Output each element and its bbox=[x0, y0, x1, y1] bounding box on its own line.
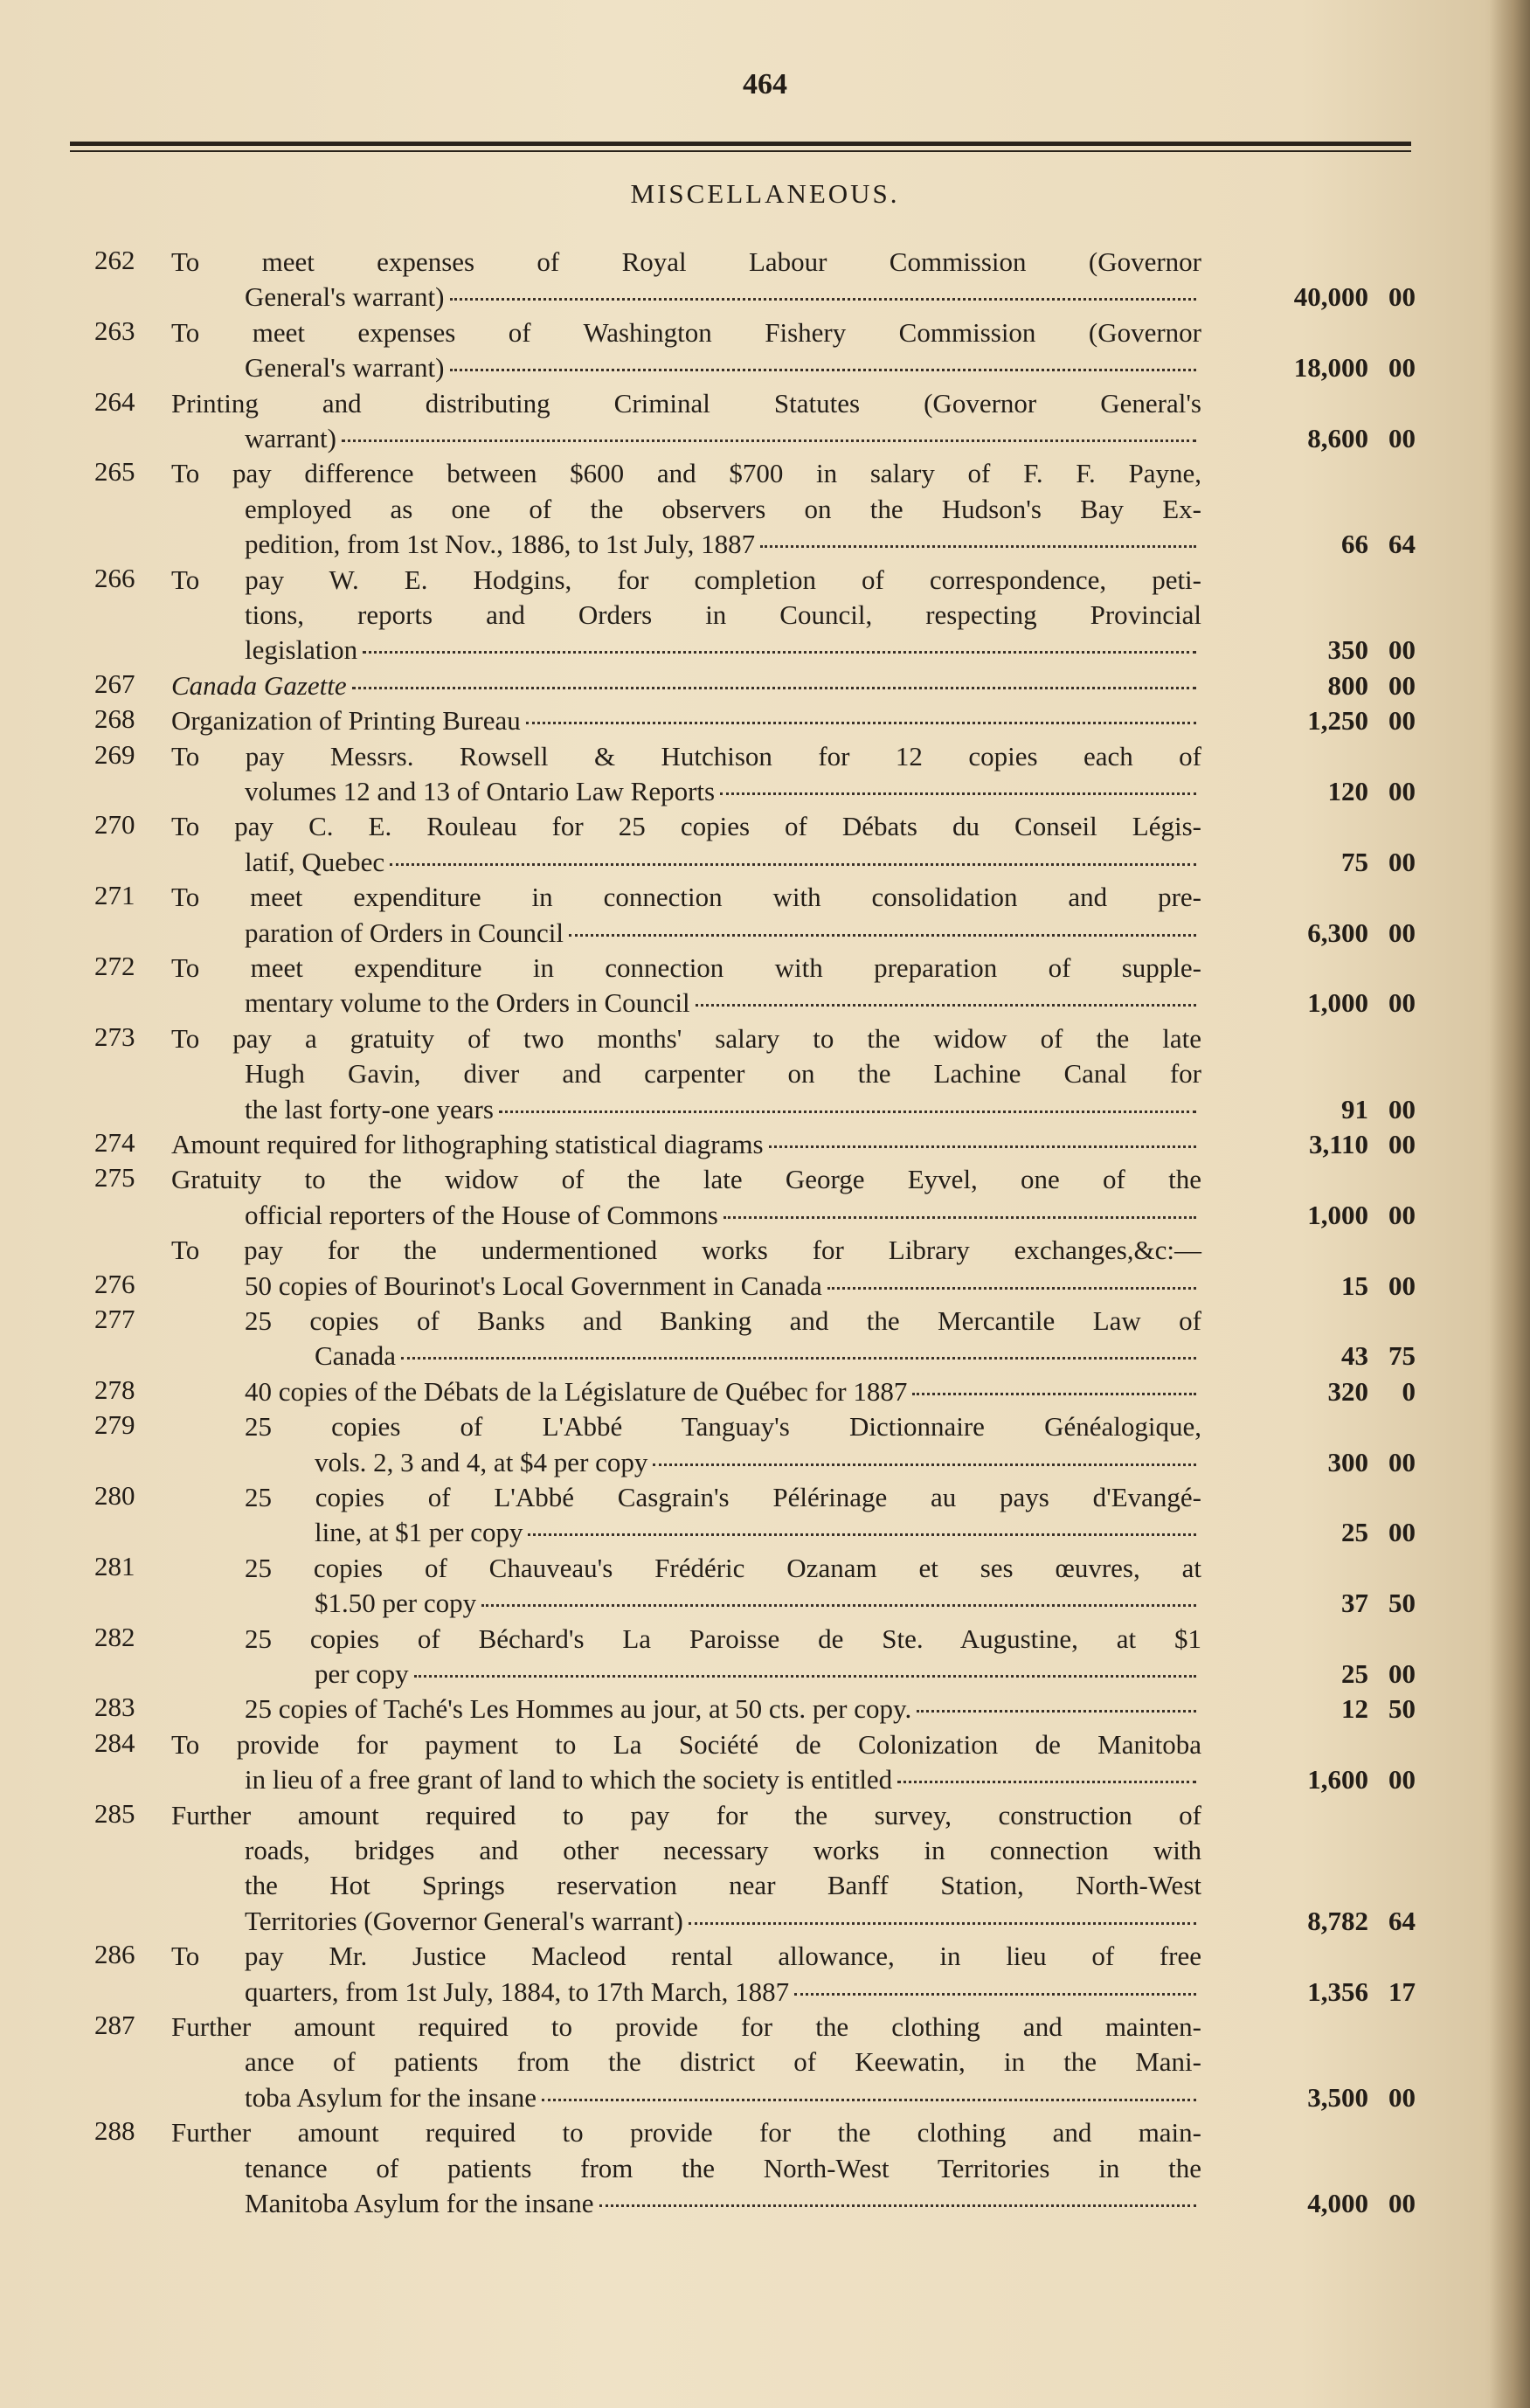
amount-cents: 00 bbox=[1388, 634, 1416, 666]
section-title: MISCELLANEOUS. bbox=[630, 178, 900, 209]
page-edge-shadow bbox=[1490, 0, 1530, 2408]
entry-number: 285 bbox=[94, 1797, 135, 1829]
entry-line bbox=[171, 245, 1201, 280]
entry-line bbox=[171, 1233, 1201, 1268]
entry-amount bbox=[1241, 1127, 1416, 1162]
entry-amount bbox=[1241, 1445, 1416, 1480]
entry-text: To meet expenses of Royal Labour Commission (Governor bbox=[171, 246, 1201, 277]
entry-line bbox=[171, 1127, 1201, 1162]
entry-number: 265 bbox=[94, 456, 135, 488]
entry-amount bbox=[1241, 774, 1416, 809]
entry-number: 281 bbox=[94, 1550, 135, 1581]
entry-line bbox=[315, 1445, 1201, 1480]
entry-text: in lieu of a free grant of land to which the society is entitled bbox=[245, 1764, 893, 1796]
entry-text: Hugh Gavin, diver and carpenter on the Lachine Canal for bbox=[245, 1058, 1201, 1090]
dot-leader bbox=[528, 1533, 1196, 1536]
entry-line bbox=[245, 1198, 1201, 1233]
amount-dollars: 1,250 bbox=[1307, 705, 1368, 737]
amount-dollars: 8,782 bbox=[1307, 1905, 1368, 1936]
entry-text: To meet expenditure in connection with preparation of supple- bbox=[171, 952, 1201, 983]
dot-leader bbox=[450, 298, 1197, 301]
entry-line bbox=[245, 1975, 1201, 2010]
entry-line bbox=[245, 1480, 1201, 1515]
entry-line bbox=[171, 386, 1201, 421]
entry-line bbox=[245, 1374, 1201, 1409]
amount-cents: 00 bbox=[1388, 1658, 1416, 1689]
entry-text: To meet expenditure in connection with consolidation and pre- bbox=[171, 882, 1201, 913]
amount-cents: 00 bbox=[1388, 1129, 1416, 1159]
entry-number: 278 bbox=[94, 1374, 135, 1405]
amount-cents: 00 bbox=[1388, 917, 1416, 948]
entry-text: To provide for payment to La Société de Colonization de Manitoba bbox=[171, 1728, 1201, 1760]
entry-line bbox=[171, 1939, 1201, 1974]
page-number: 464 bbox=[743, 68, 787, 100]
amount-cents: 00 bbox=[1388, 2188, 1416, 2218]
dot-leader bbox=[897, 1781, 1196, 1783]
entry-text: latif, Quebec bbox=[245, 846, 385, 877]
amount-cents: 00 bbox=[1388, 352, 1416, 384]
entry-amount bbox=[1241, 1198, 1416, 1233]
entry-amount bbox=[1241, 1975, 1416, 2010]
entry-number: 288 bbox=[94, 2115, 135, 2147]
entry-text: tenance of patients from the North-West Territories in the bbox=[245, 2152, 1201, 2183]
entry-line bbox=[245, 1409, 1201, 1444]
entry-number: 267 bbox=[94, 668, 135, 699]
dot-leader bbox=[526, 722, 1196, 724]
entry-line bbox=[245, 527, 1201, 562]
entry-number: 263 bbox=[94, 315, 135, 346]
entry-text: Printing and distributing Criminal Statutes (Governor General's bbox=[171, 387, 1201, 419]
entry-text: Territories (Governor General's warrant) bbox=[245, 1905, 683, 1936]
entry-number: 277 bbox=[94, 1304, 135, 1334]
entry-number: 286 bbox=[94, 1939, 135, 1970]
entry-number: 279 bbox=[94, 1409, 135, 1441]
entry-line bbox=[171, 951, 1201, 986]
entry-text: 25 copies of L'Abbé Casgrain's Pélérinage au pays d'Evangé- bbox=[245, 1482, 1201, 1512]
entry-number: 283 bbox=[94, 1692, 135, 1723]
entry-amount bbox=[1241, 1339, 1416, 1374]
entry-number: 282 bbox=[94, 1621, 135, 1652]
entry-text: line, at $1 per copy bbox=[315, 1517, 523, 1548]
entry-amount bbox=[1241, 527, 1416, 562]
entry-text: 25 copies of Banks and Banking and the Mercantile Law of bbox=[245, 1305, 1201, 1336]
entry-line bbox=[171, 809, 1201, 844]
entry-number: 280 bbox=[94, 1480, 135, 1511]
entry-line bbox=[315, 1657, 1201, 1692]
entry-text: the last forty-one years bbox=[245, 1093, 494, 1124]
entry-number: 272 bbox=[94, 951, 135, 981]
entry-amount bbox=[1241, 1692, 1416, 1726]
entry-text: volumes 12 and 13 of Ontario Law Reports bbox=[245, 776, 716, 806]
entry-text: ance of patients from the district of Keewatin, in the Mani- bbox=[245, 2046, 1201, 2078]
entry-text: quarters, from 1st July, 1884, to 17th March, 1887 bbox=[245, 1976, 790, 2007]
amount-cents: 00 bbox=[1388, 776, 1416, 806]
entry-text: To pay Mr. Justice Macleod rental allowance, in lieu of free bbox=[171, 1941, 1201, 1972]
amount-cents: 00 bbox=[1388, 1517, 1416, 1548]
entry-line bbox=[245, 1692, 1201, 1726]
entry-number: 284 bbox=[94, 1726, 135, 1758]
dot-leader bbox=[912, 1393, 1196, 1395]
entry-text: To pay for the undermentioned works for Library exchanges,&c:— bbox=[171, 1235, 1201, 1266]
entry-text: 25 copies of L'Abbé Tanguay's Dictionnaire Généalogique, bbox=[245, 1411, 1201, 1443]
entry-line bbox=[245, 986, 1201, 1021]
entry-amount bbox=[1241, 1657, 1416, 1692]
entry-text: vols. 2, 3 and 4, at $4 per copy bbox=[315, 1446, 648, 1477]
dot-leader bbox=[401, 1357, 1196, 1360]
entry-line bbox=[171, 880, 1201, 915]
entry-number: 269 bbox=[94, 738, 135, 770]
amount-dollars: 300 bbox=[1327, 1446, 1368, 1477]
entry-line bbox=[245, 421, 1201, 456]
entry-line bbox=[245, 1904, 1201, 1939]
amount-dollars: 6,300 bbox=[1307, 917, 1368, 948]
entry-amount bbox=[1241, 1092, 1416, 1127]
amount-cents: 00 bbox=[1388, 1270, 1416, 1301]
entry-amount bbox=[1241, 703, 1416, 738]
entry-number: 275 bbox=[94, 1162, 135, 1194]
entry-line bbox=[245, 492, 1201, 527]
entry-number: 262 bbox=[94, 245, 135, 275]
entry-line bbox=[245, 916, 1201, 951]
entry-text: official reporters of the House of Commons bbox=[245, 1199, 718, 1230]
entry-line bbox=[245, 1833, 1201, 1868]
entry-text: Canada Gazette bbox=[171, 669, 347, 701]
entry-text: Further amount required to pay for the survey, construction of bbox=[171, 1799, 1201, 1830]
amount-cents: 00 bbox=[1388, 669, 1416, 701]
entry-number: 264 bbox=[94, 385, 135, 417]
dot-leader bbox=[352, 687, 1196, 689]
amount-dollars: 12 bbox=[1341, 1693, 1368, 1725]
amount-dollars: 350 bbox=[1327, 634, 1368, 666]
entry-text: employed as one of the observers on the Hudson's Bay Ex- bbox=[245, 493, 1201, 524]
amount-dollars: 800 bbox=[1327, 669, 1368, 701]
dot-leader bbox=[689, 1922, 1196, 1925]
amount-dollars: 40,000 bbox=[1293, 281, 1368, 313]
entry-amount bbox=[1241, 1515, 1416, 1550]
entry-number: 274 bbox=[94, 1127, 135, 1158]
entry-line bbox=[171, 2115, 1201, 2150]
entry-number: 273 bbox=[94, 1021, 135, 1052]
dot-leader bbox=[917, 1710, 1196, 1713]
entry-text: toba Asylum for the insane bbox=[245, 2081, 537, 2113]
entry-line bbox=[245, 350, 1201, 385]
entry-line bbox=[171, 456, 1201, 491]
entry-line bbox=[315, 1515, 1201, 1550]
entry-line bbox=[171, 668, 1201, 703]
amount-cents: 50 bbox=[1388, 1693, 1416, 1725]
entry-amount bbox=[1241, 1269, 1416, 1304]
dot-leader bbox=[414, 1675, 1196, 1678]
amount-cents: 0 bbox=[1402, 1375, 1416, 1407]
dot-leader bbox=[542, 2099, 1196, 2101]
header-rule-thick bbox=[70, 142, 1411, 146]
entry-number: 270 bbox=[94, 809, 135, 841]
amount-dollars: 3,110 bbox=[1308, 1129, 1368, 1159]
entry-number: 287 bbox=[94, 2010, 135, 2040]
amount-cents: 00 bbox=[1388, 1093, 1416, 1124]
dot-leader bbox=[342, 439, 1196, 442]
amount-cents: 50 bbox=[1388, 1588, 1416, 1619]
entry-line bbox=[245, 633, 1201, 668]
entry-text: tions, reports and Orders in Council, respecting Provincial bbox=[245, 599, 1201, 630]
entry-line bbox=[245, 1304, 1201, 1339]
entry-text: General's warrant) bbox=[245, 281, 445, 313]
entry-line bbox=[245, 598, 1201, 633]
amount-dollars: 320 bbox=[1327, 1375, 1368, 1407]
dot-leader bbox=[499, 1111, 1196, 1113]
amount-dollars: 1,000 bbox=[1307, 987, 1368, 1019]
dot-leader bbox=[390, 863, 1196, 866]
amount-cents: 64 bbox=[1388, 529, 1416, 560]
entry-line bbox=[245, 1092, 1201, 1127]
entry-text: To pay difference between $600 and $700 in salary of F. F. Payne, bbox=[171, 458, 1201, 489]
entry-line bbox=[171, 1798, 1201, 1833]
amount-cents: 64 bbox=[1388, 1905, 1416, 1936]
dot-leader bbox=[827, 1287, 1196, 1290]
dot-leader bbox=[569, 934, 1196, 937]
entry-line bbox=[245, 1622, 1201, 1657]
entry-line bbox=[315, 1339, 1201, 1374]
entry-line bbox=[245, 2045, 1201, 2079]
dot-leader bbox=[481, 1604, 1196, 1607]
entry-text: pedition, from 1st Nov., 1886, to 1st July, 1887 bbox=[245, 529, 756, 560]
amount-dollars: 91 bbox=[1341, 1093, 1368, 1124]
entry-number: 268 bbox=[94, 703, 135, 735]
amount-cents: 00 bbox=[1388, 1446, 1416, 1477]
amount-dollars: 1,356 bbox=[1307, 1976, 1368, 2007]
amount-dollars: 37 bbox=[1341, 1588, 1368, 1619]
entry-text: To meet expenses of Washington Fishery Commission (Governor bbox=[171, 316, 1201, 348]
amount-dollars: 25 bbox=[1341, 1517, 1368, 1548]
entry-amount bbox=[1241, 421, 1416, 456]
entry-line bbox=[245, 1551, 1201, 1586]
entry-line bbox=[171, 2010, 1201, 2045]
entry-amount bbox=[1241, 845, 1416, 880]
amount-dollars: 18,000 bbox=[1293, 352, 1368, 384]
entry-text: To pay Messrs. Rowsell & Hutchison for 12 copies each of bbox=[171, 740, 1201, 772]
amount-dollars: 1,000 bbox=[1307, 1199, 1368, 1230]
entry-line bbox=[245, 2186, 1201, 2221]
entry-text: $1.50 per copy bbox=[315, 1588, 477, 1619]
entry-line bbox=[171, 563, 1201, 598]
entry-text: To pay W. E. Hodgins, for completion of correspondence, peti- bbox=[171, 564, 1201, 595]
entry-amount bbox=[1241, 1904, 1416, 1939]
entry-text: General's warrant) bbox=[245, 352, 445, 384]
entry-line bbox=[245, 774, 1201, 809]
entry-amount bbox=[1241, 916, 1416, 951]
entry-text: Further amount required to provide for the clothing and main- bbox=[171, 2117, 1201, 2149]
entry-amount bbox=[1241, 1586, 1416, 1621]
entry-line bbox=[245, 1056, 1201, 1091]
entry-amount bbox=[1241, 986, 1416, 1021]
amount-cents: 00 bbox=[1388, 1199, 1416, 1230]
entry-text: Canada bbox=[315, 1340, 396, 1372]
amount-dollars: 120 bbox=[1327, 776, 1368, 806]
entry-line bbox=[171, 703, 1201, 738]
entry-line bbox=[245, 1868, 1201, 1903]
amount-dollars: 8,600 bbox=[1307, 423, 1368, 453]
dot-leader bbox=[653, 1463, 1196, 1466]
amount-cents: 00 bbox=[1388, 1764, 1416, 1796]
entry-amount bbox=[1241, 2080, 1416, 2115]
entry-line bbox=[171, 1727, 1201, 1762]
entry-text: legislation bbox=[245, 634, 358, 666]
dot-leader bbox=[723, 1216, 1196, 1219]
entry-line bbox=[315, 1586, 1201, 1621]
entry-text: mentary volume to the Orders in Council bbox=[245, 987, 690, 1019]
header-rule-thin bbox=[70, 150, 1411, 152]
entry-text: Gratuity to the widow of the late George Eyvel, one of the bbox=[171, 1164, 1201, 1195]
amount-cents: 17 bbox=[1388, 1976, 1416, 2007]
amount-cents: 00 bbox=[1388, 423, 1416, 453]
entry-text: roads, bridges and other necessary works in connection with bbox=[245, 1835, 1201, 1865]
entry-amount bbox=[1241, 350, 1416, 385]
entry-text: 50 copies of Bourinot's Local Government in Canada bbox=[245, 1270, 822, 1301]
entry-text: per copy bbox=[315, 1658, 409, 1689]
entry-text: warrant) bbox=[245, 423, 336, 453]
entry-text: Amount required for lithographing statistical diagrams bbox=[171, 1129, 764, 1159]
entry-number: 271 bbox=[94, 880, 135, 911]
amount-cents: 00 bbox=[1388, 2081, 1416, 2113]
entry-text: 40 copies of the Débats de la Législature de Québec for 1887 bbox=[245, 1375, 908, 1407]
dot-leader bbox=[450, 369, 1197, 371]
amount-dollars: 4,000 bbox=[1307, 2188, 1368, 2218]
dot-leader bbox=[720, 792, 1196, 795]
amount-dollars: 25 bbox=[1341, 1658, 1368, 1689]
dot-leader bbox=[769, 1145, 1196, 1148]
entry-text: Further amount required to provide for the clothing and mainten- bbox=[171, 2011, 1201, 2042]
entry-amount bbox=[1241, 2186, 1416, 2221]
dot-leader bbox=[599, 2204, 1197, 2207]
entry-text: 25 copies of Taché's Les Hommes au jour, at 50 cts. per copy. bbox=[245, 1693, 912, 1725]
entry-text: paration of Orders in Council bbox=[245, 917, 564, 948]
amount-cents: 00 bbox=[1388, 705, 1416, 737]
amount-cents: 00 bbox=[1388, 281, 1416, 313]
entry-line bbox=[171, 1021, 1201, 1056]
entry-line bbox=[245, 1762, 1201, 1797]
amount-dollars: 43 bbox=[1341, 1340, 1368, 1372]
entry-number: 266 bbox=[94, 562, 135, 593]
entry-line bbox=[171, 1162, 1201, 1197]
entry-line bbox=[171, 315, 1201, 350]
entry-text: the Hot Springs reservation near Banff Station, North-West bbox=[245, 1870, 1201, 1901]
entry-line bbox=[245, 2080, 1201, 2115]
dot-leader bbox=[794, 1993, 1196, 1996]
entry-text: Manitoba Asylum for the insane bbox=[245, 2188, 594, 2218]
amount-dollars: 75 bbox=[1341, 846, 1368, 877]
amount-dollars: 66 bbox=[1341, 529, 1368, 560]
entry-line bbox=[245, 280, 1201, 315]
entry-line bbox=[245, 845, 1201, 880]
dot-leader bbox=[760, 545, 1196, 548]
amount-dollars: 1,600 bbox=[1307, 1764, 1368, 1796]
entry-text: Organization of Printing Bureau bbox=[171, 705, 521, 737]
entry-amount bbox=[1241, 1762, 1416, 1797]
amount-cents: 75 bbox=[1388, 1340, 1416, 1372]
amount-cents: 00 bbox=[1388, 987, 1416, 1019]
amount-dollars: 3,500 bbox=[1307, 2081, 1368, 2113]
entry-number: 276 bbox=[94, 1268, 135, 1299]
entry-text: 25 copies of Béchard's La Paroisse de Ste. Augustine, at $1 bbox=[245, 1623, 1201, 1654]
entry-amount bbox=[1241, 668, 1416, 703]
entry-line bbox=[245, 1269, 1201, 1304]
entry-amount bbox=[1241, 280, 1416, 315]
amount-cents: 00 bbox=[1388, 846, 1416, 877]
entry-line bbox=[171, 739, 1201, 774]
entry-text: To pay C. E. Rouleau for 25 copies of Débats du Conseil Légis- bbox=[171, 811, 1201, 842]
entry-line bbox=[245, 2151, 1201, 2186]
entry-amount bbox=[1241, 633, 1416, 668]
dot-leader bbox=[363, 651, 1196, 654]
entry-text: To pay a gratuity of two months' salary to the widow of the late bbox=[171, 1022, 1201, 1054]
dot-leader bbox=[696, 1004, 1196, 1007]
entry-amount bbox=[1241, 1374, 1416, 1409]
amount-dollars: 15 bbox=[1341, 1270, 1368, 1301]
entry-text: 25 copies of Chauveau's Frédéric Ozanam et ses œuvres, at bbox=[245, 1552, 1201, 1583]
